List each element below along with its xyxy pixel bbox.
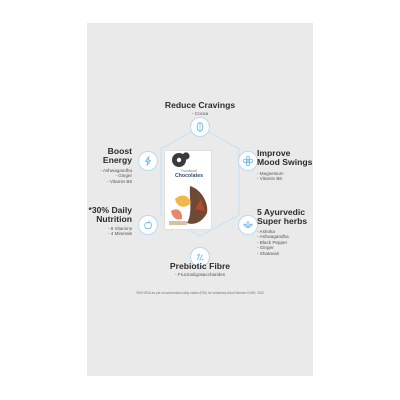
lightning-icon (138, 151, 158, 171)
ayurvedic-herbs-items: - Ashoka - Ashwagandha - Black Pepper - Ginger - Shatavari (257, 229, 289, 256)
daily-nutrition-items: - 8 Vitamins - 4 Minerals (107, 226, 132, 237)
daily-nutrition-title: *30% Daily Nutrition (88, 205, 132, 225)
improve-mood-title: Improve Mood Swings (257, 148, 313, 168)
boost-energy-title: Boost Energy (102, 146, 132, 166)
product-name: Chocolates (175, 173, 203, 179)
pack-artwork (165, 151, 212, 230)
product-brand: Functional (181, 169, 197, 173)
prebiotic-fibre-title: Prebiotic Fibre (169, 261, 231, 271)
hibiscus-icon (238, 151, 258, 171)
prebiotic-fibre-items: - Fructooligosaccharides (174, 272, 226, 277)
infographic-card (87, 23, 313, 376)
ayurvedic-herbs-title: 5 Ayurvedic Super herbs (257, 207, 308, 227)
cocoa-bean-icon (190, 117, 210, 137)
reduce-cravings-items: - Cocoa (191, 111, 209, 116)
reduce-cravings-title: Reduce Cravings (164, 100, 236, 110)
improve-mood-items: - Magnesium - Vitamin B6 (257, 171, 284, 182)
lotus-icon (238, 215, 258, 235)
product-pack (164, 150, 212, 230)
nutrition-icon (138, 215, 158, 235)
boost-energy-items: - Ashwagandha - Ginger - Vitamin B6 (100, 168, 132, 184)
footnote: *30% RDA as per recommended daily intake (RDI) for sedentary Adult Women ICMR, 2010 (135, 291, 265, 295)
